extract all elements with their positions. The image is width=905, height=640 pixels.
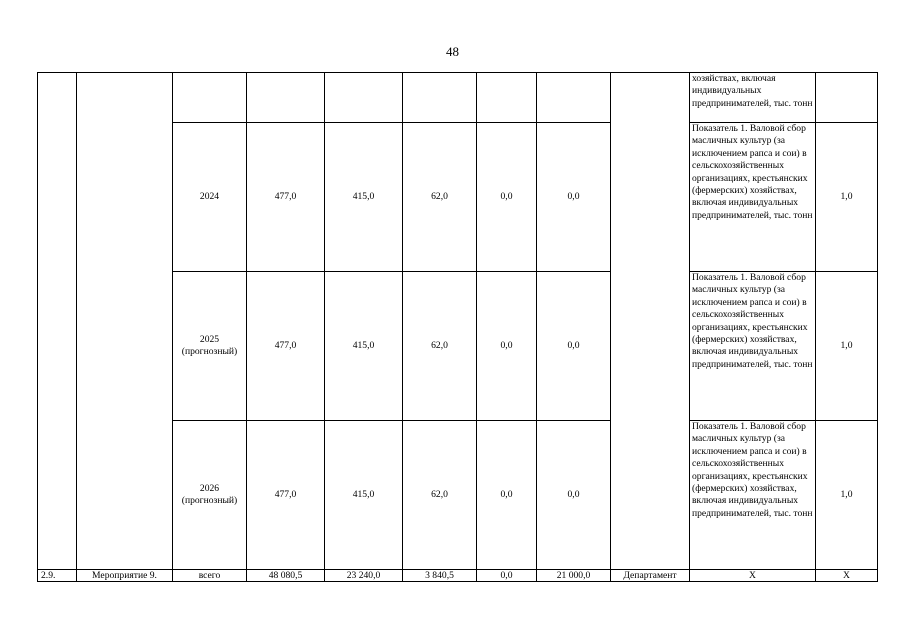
year-label: 2025 — [199, 333, 220, 345]
value-cell: Х — [816, 570, 878, 582]
value-cell — [816, 73, 878, 123]
table-row — [38, 570, 878, 582]
program-table — [37, 72, 878, 582]
federal-cell: 415,0 — [325, 272, 403, 421]
local-cell: 0,0 — [477, 421, 537, 570]
name-cell — [77, 73, 173, 570]
other-cell: 0,0 — [537, 421, 611, 570]
total-cell — [247, 73, 325, 123]
period-cell: всего — [173, 570, 247, 582]
indicator-cell: Показатель 1. Валовой сбор масличных культур (за исключением рапса и сои) в сельскохозяйственных организациях, крестьянских (фермерских) хозяйствах, включая индивидуальных предпринимателей, тыс. тонн — [690, 123, 816, 272]
year-cell — [173, 421, 247, 570]
period-cell — [173, 73, 247, 123]
year-cell — [173, 272, 247, 421]
executor-cell: Департамент — [611, 570, 690, 582]
federal-cell: 23 240,0 — [325, 570, 403, 582]
regional-cell — [403, 73, 477, 123]
other-cell: 0,0 — [537, 123, 611, 272]
local-cell: 0,0 — [477, 570, 537, 582]
federal-cell: 415,0 — [325, 421, 403, 570]
indicator-cell: Показатель 1. Валовой сбор масличных культур (за исключением рапса и сои) в сельскохозяйственных организациях, крестьянских (фермерских) хозяйствах, включая индивидуальных предпринимателей, тыс. тонн — [690, 421, 816, 570]
year-label: 2026 — [199, 482, 220, 494]
total-cell: 48 080,5 — [247, 570, 325, 582]
table-row — [38, 73, 878, 123]
indicator-cell: Показатель 1. Валовой сбор масличных культур (за исключением рапса и сои) в сельскохозяйственных организациях, крестьянских (фермерских) хозяйствах, включая индивидуальных предпринимателей, тыс. тонн — [690, 272, 816, 421]
year-cell — [173, 123, 247, 272]
year-label: 2024 — [199, 190, 220, 202]
executor-cell — [611, 73, 690, 570]
total-cell: 477,0 — [247, 272, 325, 421]
federal-cell: 415,0 — [325, 123, 403, 272]
other-cell: 0,0 — [537, 272, 611, 421]
total-cell: 477,0 — [247, 123, 325, 272]
number-cell — [38, 73, 77, 570]
indicator-cell: Х — [690, 570, 816, 582]
total-cell: 477,0 — [247, 421, 325, 570]
regional-cell: 62,0 — [403, 123, 477, 272]
number-cell: 2.9. — [38, 570, 77, 582]
value-cell: 1,0 — [816, 272, 878, 421]
local-cell: 0,0 — [477, 272, 537, 421]
value-cell: 1,0 — [816, 123, 878, 272]
regional-cell: 62,0 — [403, 272, 477, 421]
local-cell: 0,0 — [477, 123, 537, 272]
year-note: (прогнозный) — [181, 495, 238, 506]
local-cell — [477, 73, 537, 123]
name-cell: Мероприятие 9. — [77, 570, 173, 582]
regional-cell: 3 840,5 — [403, 570, 477, 582]
year-note: (прогнозный) — [181, 346, 238, 357]
other-cell: 21 000,0 — [537, 570, 611, 582]
page-number: 48 — [446, 44, 459, 59]
value-cell: 1,0 — [816, 421, 878, 570]
federal-cell — [325, 73, 403, 123]
indicator-cell: хозяйствах, включая индивидуальных предпринимателей, тыс. тонн — [690, 73, 816, 123]
other-cell — [537, 73, 611, 123]
regional-cell: 62,0 — [403, 421, 477, 570]
